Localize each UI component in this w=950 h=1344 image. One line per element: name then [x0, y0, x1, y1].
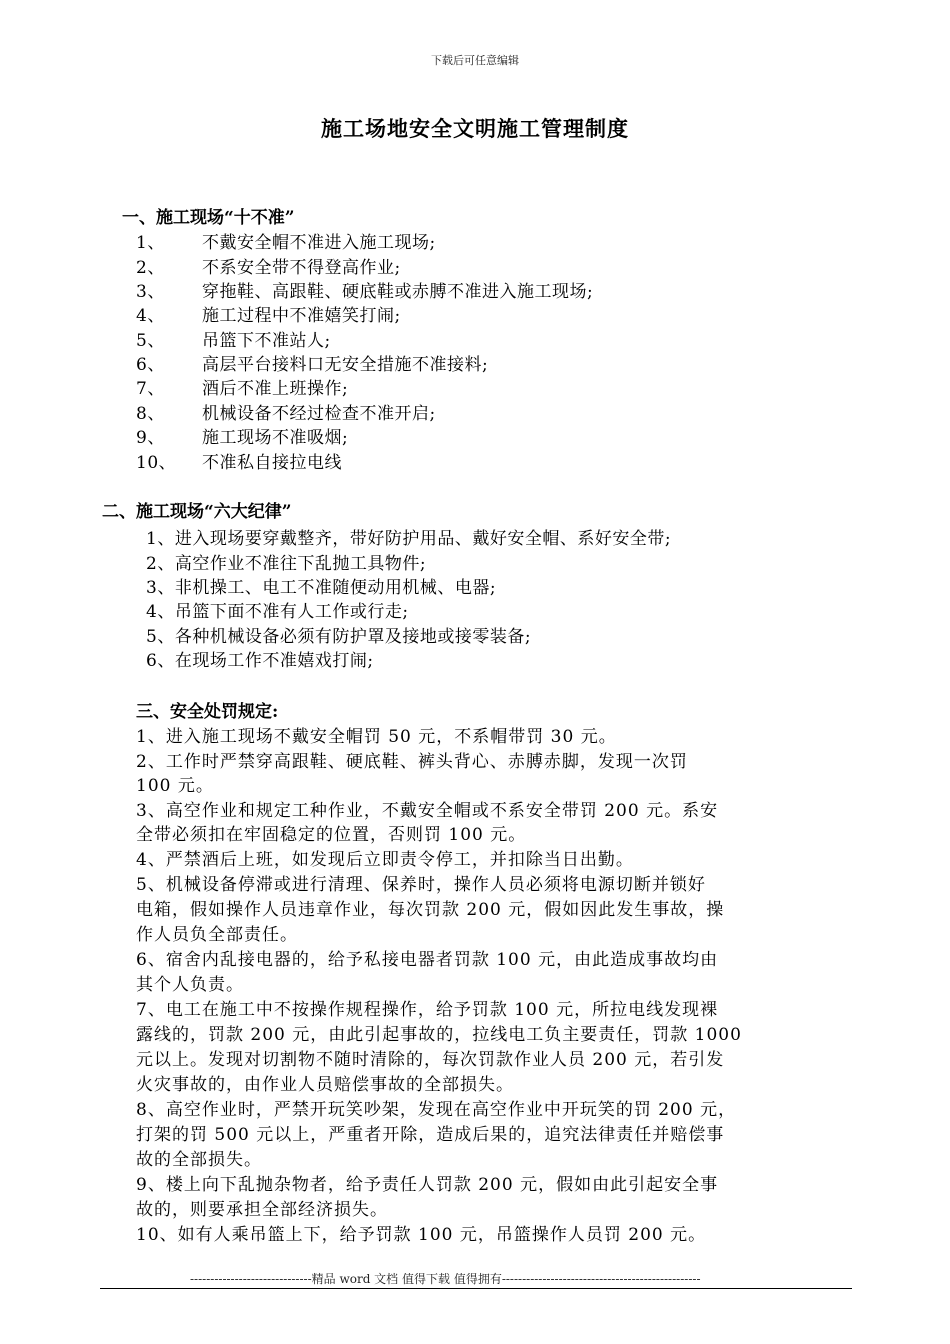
text-line: 9、楼上向下乱抛杂物者，给予责任人罚款 200 元，假如由此引起安全事 [136, 1175, 719, 1195]
text-line: 4、严禁酒后上班，如发现后立即责令停工，并扣除当日出勤。 [136, 850, 634, 870]
text-line: 火灾事故的，由作业人员赔偿事故的全部损失。 [136, 1075, 514, 1095]
text-line: 全带必须扣在牢固稳定的位置，否则罚 100 元。 [136, 825, 527, 845]
list-item [136, 448, 342, 473]
item-text: 不准私自接拉电线 [202, 453, 342, 473]
item-number: 3、 [136, 282, 165, 302]
list-item [136, 253, 401, 278]
list-item: 5、各种机械设备必须有防护罩及接地或接零装备; [146, 627, 532, 647]
list-item: 1、进入现场要穿戴整齐，带好防护用品、戴好安全帽、系好安全带; [146, 529, 672, 549]
section3-heading: 三、安全处罚规定: [136, 702, 279, 722]
list-item [136, 326, 331, 351]
list-item [136, 350, 488, 375]
list-item: 4、吊篮下面不准有人工作或行走; [146, 602, 409, 622]
text-line: 5、机械设备停滞或进行清理、保养时，操作人员必须将电源切断并锁好 [136, 875, 706, 895]
item-text: 酒后不准上班操作; [202, 379, 349, 399]
item-number: 8、 [136, 404, 165, 424]
item-text: 施工过程中不准嬉笑打闹; [202, 306, 401, 326]
text-line: 6、宿舍内乱接电器的，给予私接电器者罚款 100 元，由此造成事故均由 [136, 950, 719, 970]
list-item [136, 228, 436, 253]
item-number: 7、 [136, 379, 165, 399]
footer-divider [100, 1288, 852, 1289]
list-item: 3、非机操工、电工不准随便动用机械、电器; [146, 578, 497, 598]
item-text: 不系安全带不得登高作业; [202, 258, 401, 278]
text-line: 2、工作时严禁穿高跟鞋、硬底鞋、裤头背心、赤膊赤脚，发现一次罚 [136, 752, 688, 772]
list-item [136, 399, 436, 424]
text-line: 7、电工在施工中不按操作规程操作，给予罚款 100 元，所拉电线发现裸 [136, 1000, 719, 1020]
text-line: 故的全部损失。 [136, 1150, 262, 1170]
text-line: 电箱，假如操作人员违章作业，每次罚款 200 元，假如因此发生事故，操 [136, 900, 725, 920]
item-number: 5、 [136, 331, 165, 351]
document-title: 施工场地安全文明施工管理制度 [321, 116, 629, 141]
item-text: 施工现场不准吸烟; [202, 428, 349, 448]
list-item [136, 301, 401, 326]
list-item: 6、在现场工作不准嬉戏打闹; [146, 651, 374, 671]
list-item [136, 423, 348, 448]
item-text: 高层平台接料口无安全措施不准接料; [202, 355, 489, 375]
item-number: 6、 [136, 355, 165, 375]
text-line: 100 元。 [136, 776, 214, 796]
text-line: 3、高空作业和规定工种作业，不戴安全帽或不系安全带罚 200 元。系安 [136, 801, 719, 821]
text-line: 元以上。发现对切割物不随时清除的，每次罚款作业人员 200 元，若引发 [136, 1050, 725, 1070]
item-number: 4、 [136, 306, 165, 326]
item-text: 不戴安全帽不准进入施工现场; [202, 233, 436, 253]
section1-heading: 一、施工现场“十不准” [122, 208, 295, 228]
text-line: 1、进入施工现场不戴安全帽罚 50 元，不系帽带罚 30 元。 [136, 727, 617, 747]
section2-heading: 二、施工现场“六大纪律” [102, 502, 292, 522]
list-item: 2、高空作业不准往下乱抛工具物件; [146, 554, 427, 574]
text-line: 故的，则要承担全部经济损失。 [136, 1200, 388, 1220]
text-line: 作人员负全部责任。 [136, 925, 298, 945]
text-line: 其个人负责。 [136, 975, 244, 995]
text-line: 10、如有人乘吊篮上下，给予罚款 100 元，吊篮操作人员罚 200 元。 [136, 1225, 707, 1245]
list-item [136, 374, 348, 399]
item-number: 1、 [136, 233, 165, 253]
item-number: 9、 [136, 428, 165, 448]
text-line: 露线的，罚款 200 元，由此引起事故的，拉线电工负主要责任，罚款 1000 [136, 1025, 742, 1045]
item-text: 机械设备不经过检查不准开启; [202, 404, 436, 424]
list-item [136, 277, 593, 302]
text-line: 打架的罚 500 元以上，严重者开除，造成后果的，追究法律责任并赔偿事 [136, 1125, 725, 1145]
text-line: 8、高空作业时，严禁开玩笑吵架，发现在高空作业中开玩笑的罚 200 元， [136, 1100, 737, 1120]
header-note: 下载后可任意编辑 [431, 54, 519, 67]
item-text: 穿拖鞋、高跟鞋、硬底鞋或赤膊不准进入施工现场; [202, 282, 594, 302]
item-number: 10、 [136, 453, 177, 473]
item-number: 2、 [136, 258, 165, 278]
footer-text: ------------------------------精品 word 文档 值得下载 值得拥有------------------------------------------------- [190, 1272, 701, 1286]
item-text: 吊篮下不准站人; [202, 331, 331, 351]
